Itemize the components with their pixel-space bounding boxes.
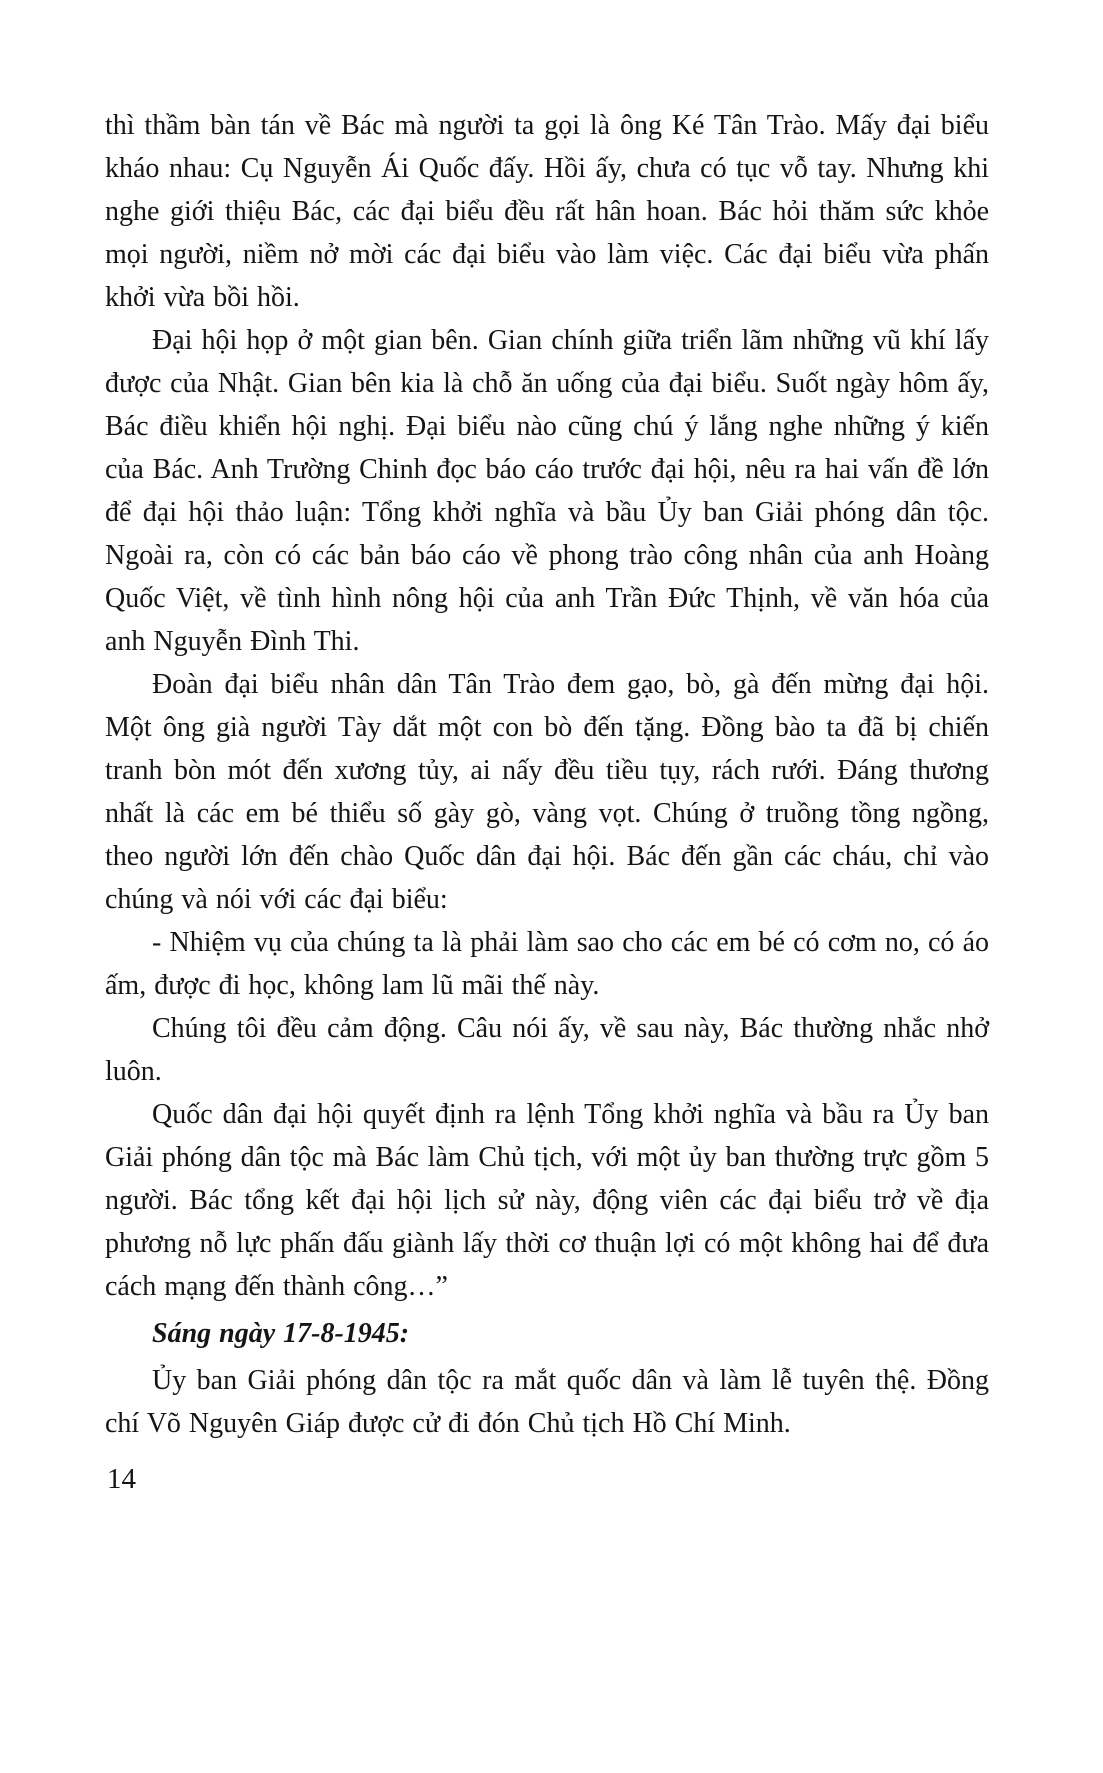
paragraph-8: Ủy ban Giải phóng dân tộc ra mắt quốc dân và làm lễ tuyên thệ. Đồng chí Võ Nguyên Giáp được cử đi đón Chủ tịch Hồ Chí Minh.	[105, 1365, 989, 1439]
paragraph-3: Đoàn đại biểu nhân dân Tân Trào đem gạo, bò, gà đến mừng đại hội. Một ông già người Tày dắt một con bò đến tặng. Đồng bào ta đã bị chiến tranh bòn mót đến xương tủy, ai nấy đều tiều tụy, rách rưới. Đáng thương nhất là các em bé thiểu số gày gò, vàng vọt. Chúng ở truồng tồng ngồng, theo người lớn đến chào Quốc dân đại hội. Bác đến gần các cháu, chỉ vào chúng và nói với các đại biểu:	[105, 669, 989, 915]
paragraph-1: thì thầm bàn tán về Bác mà người ta gọi là ông Ké Tân Trào. Mấy đại biểu kháo nhau: Cụ Nguyễn Ái Quốc đấy. Hồi ấy, chưa có tục vỗ tay. Nhưng khi nghe giới thiệu Bác, các đại biểu đều rất hân hoan. Bác hỏi thăm sức khỏe mọi người, niềm nở mời các đại biểu vào làm việc. Các đại biểu vừa phấn khởi vừa bồi hồi.	[105, 110, 989, 313]
text-column	[105, 104, 989, 1445]
page-number: 14	[107, 1463, 136, 1495]
paragraph-6: Quốc dân đại hội quyết định ra lệnh Tổng khởi nghĩa và bầu ra Ủy ban Giải phóng dân tộc mà Bác làm Chủ tịch, với một ủy ban thường trực gồm 5 người. Bác tổng kết đại hội lịch sử này, động viên các đại biểu trở về địa phương nỗ lực phấn đấu giành lấy thời cơ thuận lợi có một không hai để đưa cách mạng đến thành công…”	[105, 1099, 989, 1302]
paragraph-5: Chúng tôi đều cảm động. Câu nói ấy, về sau này, Bác thường nhắc nhở luôn.	[105, 1013, 989, 1087]
paragraph-2: Đại hội họp ở một gian bên. Gian chính giữa triển lãm những vũ khí lấy được của Nhật. Gian bên kia là chỗ ăn uống của đại biểu. Suốt ngày hôm ấy, Bác điều khiển hội nghị. Đại biểu nào cũng chú ý lắng nghe những ý kiến của Bác. Anh Trường Chinh đọc báo cáo trước đại hội, nêu ra hai vấn đề lớn để đại hội thảo luận: Tổng khởi nghĩa và bầu Ủy ban Giải phóng dân tộc. Ngoài ra, còn có các bản báo cáo về phong trào công nhân của anh Hoàng Quốc Việt, về tình hình nông hội của anh Trần Đức Thịnh, về văn hóa của anh Nguyễn Đình Thi.	[105, 325, 989, 657]
paragraph-4-dialogue: - Nhiệm vụ của chúng ta là phải làm sao cho các em bé có cơm no, có áo ấm, được đi học, không lam lũ mãi thế này.	[105, 927, 989, 1001]
section-date-heading: Sáng ngày 17-8-1945:	[152, 1318, 410, 1349]
